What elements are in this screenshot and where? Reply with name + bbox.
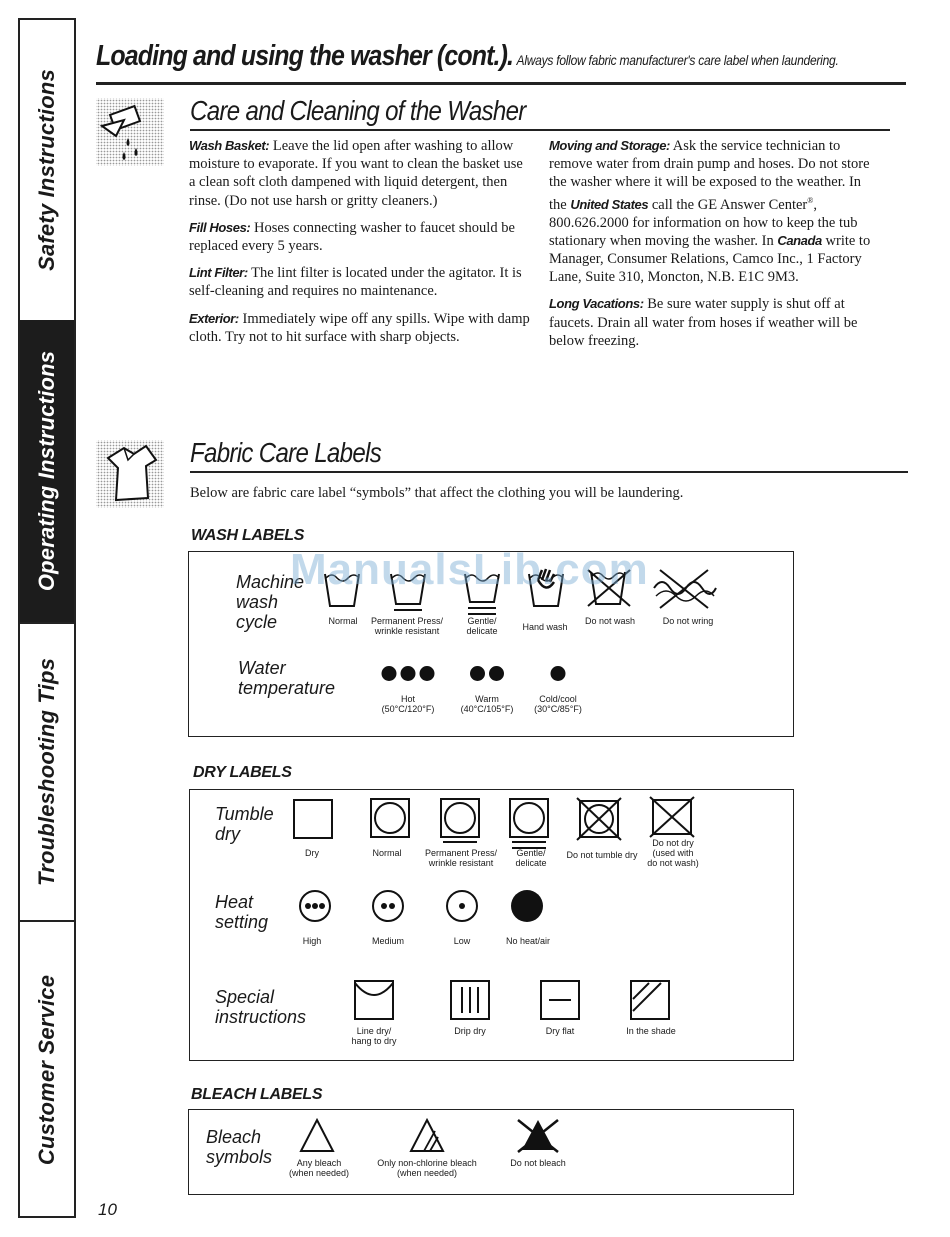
temp-caption-warm xyxy=(461,694,514,714)
tab-safety-instructions[interactable] xyxy=(20,20,74,320)
tab-label: Customer Service xyxy=(34,974,59,1166)
caption-line: Gentle/ xyxy=(516,848,546,858)
heat-setting-label xyxy=(215,892,268,932)
lint-filter-paragraph xyxy=(189,264,531,300)
caption-line: wrinkle resistant xyxy=(374,626,440,636)
cool-temperature-dot-icon xyxy=(549,666,568,686)
any-bleach-icon xyxy=(298,1117,336,1155)
tumble-permanent-press-icon xyxy=(439,797,481,845)
dry-flat-icon xyxy=(539,979,581,1021)
dry-square-icon xyxy=(292,798,334,840)
paragraph-text: The lint filter is located under the agitator. It is self-cleaning and requires no maintenance. xyxy=(189,265,522,300)
caption-line: Gentle/ xyxy=(467,616,497,626)
tab-label: Troubleshooting Tips xyxy=(34,657,59,887)
caption-line: Hot xyxy=(400,694,415,704)
caption-line: (40°C/105°F) xyxy=(460,704,514,714)
caption-line: hang to dry xyxy=(351,1036,397,1046)
tumble-dry-label xyxy=(215,804,274,844)
wash-caption-do-not-wring: Do not wring xyxy=(662,616,714,626)
special-caption-dry-flat: Dry flat xyxy=(545,1026,575,1036)
paragraph-text: write to Manager, Consumer Relations, Camco Inc., 1 Factory Lane, Suite 310, Moncton, N.B. E1C 9M3. xyxy=(549,232,871,286)
bleach-caption-any xyxy=(289,1158,349,1178)
dry-caption-permanent-press xyxy=(425,848,497,868)
wash-caption-gentle xyxy=(466,616,497,636)
water-temperature-label xyxy=(238,658,335,698)
sponge-cleaning-icon xyxy=(94,96,166,168)
care-left-column xyxy=(189,137,531,355)
country-us: United States xyxy=(570,196,649,212)
bleach-symbols-label xyxy=(206,1127,272,1167)
caption-line: do not wash) xyxy=(647,858,699,868)
caption-line: Line dry/ xyxy=(356,1026,392,1036)
section-tab-rail xyxy=(18,18,76,1218)
caption-line: Warm xyxy=(475,694,499,704)
tab-label: Safety Instructions xyxy=(34,69,59,271)
paragraph-lead: Moving and Storage: xyxy=(549,138,670,153)
long-vacations-paragraph xyxy=(549,295,879,350)
caption-line: (50°C/120°F) xyxy=(381,704,435,714)
non-chlorine-bleach-icon xyxy=(408,1117,446,1155)
label-line: Heat xyxy=(215,892,254,912)
dry-caption-normal: Normal xyxy=(372,848,402,858)
label-line: Bleach xyxy=(206,1127,262,1147)
bleach-caption-non-chlorine xyxy=(377,1158,477,1178)
label-line: setting xyxy=(215,912,269,932)
do-not-wring-icon xyxy=(650,566,720,610)
dry-caption-dry: Dry xyxy=(305,848,319,858)
paragraph-text: call the GE Answer Center xyxy=(648,196,808,213)
paragraph-lead: Lint Filter: xyxy=(189,265,248,281)
label-line: cycle xyxy=(236,612,278,632)
wash-caption-normal: Normal xyxy=(328,616,358,626)
section-divider xyxy=(190,129,890,131)
dry-caption-do-not-tumble: Do not tumble dry xyxy=(566,850,638,860)
caption-line: Do not dry xyxy=(652,838,694,848)
bleach-caption-do-not: Do not bleach xyxy=(510,1158,566,1168)
temp-caption-cool xyxy=(534,694,582,714)
page-number: 10 xyxy=(98,1200,117,1219)
tab-troubleshooting-tips[interactable] xyxy=(20,622,74,920)
dot-icon xyxy=(470,666,485,681)
hot-temperature-dots-icon xyxy=(380,666,437,686)
label-line: Special xyxy=(215,987,275,1007)
paragraph-lead: Wash Basket: xyxy=(189,138,270,153)
wash-caption-permanent-press xyxy=(371,616,443,636)
do-not-bleach-icon xyxy=(514,1116,562,1156)
section-title-fabric: Fabric Care Labels xyxy=(190,437,382,468)
dot-icon xyxy=(489,666,504,681)
label-line: instructions xyxy=(215,1007,307,1027)
page-title-text: Loading and using the washer (cont.). xyxy=(96,40,514,72)
no-heat-icon xyxy=(509,888,545,924)
caption-line: delicate xyxy=(515,858,547,868)
wash-caption-do-not-wash: Do not wash xyxy=(584,616,636,626)
heat-caption-no-heat: No heat/air xyxy=(505,936,551,946)
caption-line: wrinkle resistant xyxy=(428,858,494,868)
wash-caption-hand-wash: Hand wash xyxy=(522,622,568,632)
header-divider xyxy=(96,82,906,85)
tumble-normal-icon xyxy=(369,797,411,839)
special-caption-line-dry xyxy=(351,1026,396,1046)
page-title xyxy=(96,40,839,73)
section-divider xyxy=(190,471,908,473)
tumble-gentle-icon xyxy=(508,797,550,851)
paragraph-lead: Exterior: xyxy=(189,310,239,326)
special-caption-in-shade: In the shade xyxy=(626,1026,676,1036)
label-line: symbols xyxy=(206,1147,273,1167)
caption-line: (when needed) xyxy=(396,1168,458,1178)
dot-icon xyxy=(420,666,435,681)
caption-line: Only non-chlorine bleach xyxy=(377,1158,477,1168)
heat-high-icon xyxy=(298,889,332,923)
dot-icon xyxy=(382,666,397,681)
caption-line: Permanent Press/ xyxy=(424,848,498,858)
moving-storage-paragraph xyxy=(549,137,879,286)
page-subtitle: Always follow fabric manufacturer's care label when laundering. xyxy=(516,52,839,68)
drip-dry-icon xyxy=(449,979,491,1021)
watermark: ManualsLib.com xyxy=(290,545,649,594)
do-not-tumble-dry-icon xyxy=(576,797,622,841)
tab-operating-instructions[interactable] xyxy=(20,320,74,622)
dry-labels-title: DRY LABELS xyxy=(193,764,292,781)
dry-in-shade-icon xyxy=(629,979,671,1021)
dry-caption-do-not-dry xyxy=(647,838,699,868)
bleach-labels-box xyxy=(188,1109,794,1195)
caption-line: (when needed) xyxy=(288,1168,350,1178)
line-dry-icon xyxy=(353,979,395,1021)
caption-line: (used with xyxy=(652,848,694,858)
paragraph-lead: Long Vacations: xyxy=(549,296,644,312)
shirt-icon xyxy=(94,438,166,510)
heat-medium-icon xyxy=(371,889,405,923)
dry-caption-gentle xyxy=(515,848,546,868)
special-caption-drip-dry: Drip dry xyxy=(454,1026,486,1036)
heat-caption-medium: Medium xyxy=(371,936,405,946)
label-line: dry xyxy=(215,824,241,844)
care-right-column xyxy=(549,137,879,359)
temp-caption-hot xyxy=(382,694,435,714)
paragraph-text: Hoses connecting washer to faucet should be replaced every 5 years. xyxy=(189,219,515,255)
paragraph-text: Leave the lid open after washing to allow moisture to evaporate. If you want to clean the basket use a clean soft cloth dampened with liquid detergent, then rinse. (Do not use harsh or gritty cleaners.) xyxy=(189,138,523,209)
paragraph-text: Ask the service technician to remove water from drain pump and hoses. Do not store the washer where it will be exposed to the weather. In the xyxy=(549,138,870,213)
fill-hoses-paragraph xyxy=(189,219,531,255)
label-line: Machine xyxy=(236,572,305,592)
fabric-intro: Below are fabric care label “symbols” that affect the clothing you will be laundering. xyxy=(190,485,684,501)
caption-line: Permanent Press/ xyxy=(370,616,444,626)
paragraph-text: Immediately wipe off any spills. Wipe with damp cloth. Try not to hit surface with sharp objects. xyxy=(189,310,530,345)
section-title-care: Care and Cleaning of the Washer xyxy=(190,95,526,126)
paragraph-text: , 800.626.2000 for information on how to keep the tub stationary when moving the washer. In xyxy=(549,196,858,249)
label-line: temperature xyxy=(238,678,336,698)
heat-caption-low: Low xyxy=(453,936,471,946)
heat-caption-high: High xyxy=(302,936,322,946)
label-line: Water xyxy=(238,658,286,678)
wash-basket-paragraph xyxy=(189,137,531,210)
tab-label: Operating Instructions xyxy=(34,350,59,592)
caption-line: Cold/cool xyxy=(539,694,577,704)
country-canada: Canada xyxy=(777,232,822,248)
caption-line: Any bleach xyxy=(296,1158,342,1168)
dot-icon xyxy=(401,666,416,681)
paragraph-lead: Fill Hoses: xyxy=(189,219,251,235)
heat-low-icon xyxy=(445,889,479,923)
do-not-dry-icon xyxy=(649,796,695,838)
exterior-paragraph xyxy=(189,310,531,346)
label-line: wash xyxy=(236,592,279,612)
warm-temperature-dots-icon xyxy=(468,666,506,686)
bleach-labels-title: BLEACH LABELS xyxy=(191,1086,323,1103)
label-line: Tumble xyxy=(215,804,274,824)
paragraph-text: Be sure water supply is shut off at faucets. Drain all water from hoses if weather will be below freezing. xyxy=(549,296,858,349)
special-instructions-label xyxy=(215,987,306,1027)
caption-line: delicate xyxy=(466,626,498,636)
wash-labels-title: WASH LABELS xyxy=(191,527,305,544)
caption-line: (30°C/85°F) xyxy=(534,704,582,714)
tab-customer-service[interactable] xyxy=(20,920,74,1218)
registered-mark: ® xyxy=(807,195,814,205)
dot-icon xyxy=(551,666,566,681)
